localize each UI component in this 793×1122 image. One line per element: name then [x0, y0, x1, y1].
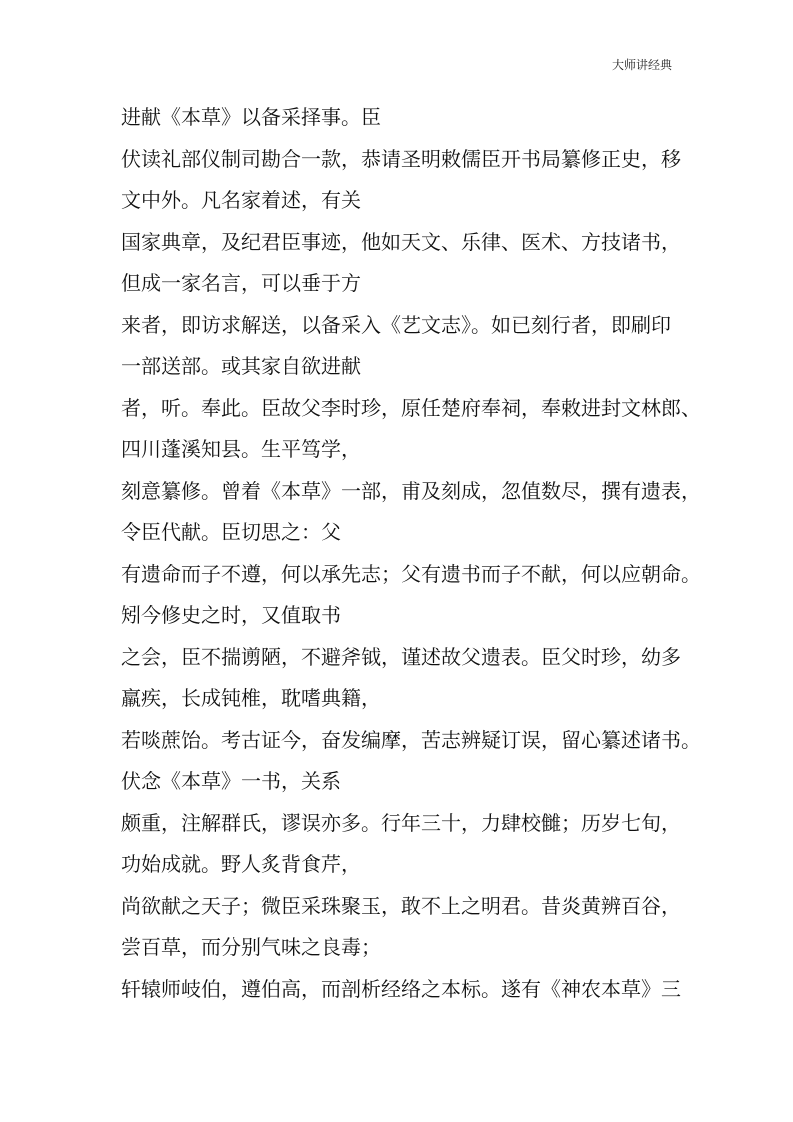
text-line: 国家典章，及纪君臣事迹，他如天文、乐律、医术、方技诸书， — [121, 229, 681, 254]
text-line: 矧今修史之时，又值取书 — [121, 603, 341, 627]
running-header: 大师讲经典 — [611, 58, 672, 72]
text-line: 伏读礼部仪制司勘合一款，恭请圣明敕儒臣开书局纂修正史，移 — [121, 146, 681, 171]
text-line: 颇重，注解群氏，谬误亦多。行年三十，力肆校雠；历岁七旬， — [121, 810, 681, 835]
document-body — [121, 97, 701, 1010]
text-line: 尚欲献之天子；微臣采珠聚玉，敢不上之明君。昔炎黄辨百谷， — [121, 893, 681, 918]
text-line: 四川蓬溪知县。生平笃学， — [121, 437, 361, 461]
text-line: 但成一家名言，可以垂于方 — [121, 271, 361, 295]
text-line: 一部送部。或其家自欲进献 — [121, 354, 361, 378]
text-line: 功始成就。野人炙背食芹， — [121, 852, 361, 876]
text-line: 来者，即访求解送，以备采入《艺文志》。如已刻行者，即刷印 — [121, 312, 671, 337]
text-line: 有遗命而子不遵，何以承先志；父有遗书而子不献，何以应朝命。 — [121, 561, 701, 586]
text-line: 之会，臣不揣谫陋，不避斧钺，谨述故父遗表。臣父时珍，幼多 — [121, 644, 681, 669]
text-line: 羸疾，长成钝椎，耽嗜典籍， — [121, 686, 381, 710]
text-line: 令臣代献。臣切思之：父 — [121, 520, 341, 544]
text-line: 刻意纂修。曾着《本草》一部，甫及刻成，忽值数尽，撰有遗表， — [121, 478, 701, 503]
text-line: 伏念《本草》一书，关系 — [121, 769, 341, 793]
text-line: 轩辕师岐伯，遵伯高，而剖析经络之本标。遂有《神农本草》三 — [121, 976, 681, 1001]
text-line: 进献《本草》以备采择事。臣 — [121, 105, 381, 129]
text-line: 文中外。凡名家着述，有关 — [121, 188, 361, 212]
text-line: 若啖蔗饴。考古证今，奋发编摩，苦志辨疑订误，留心纂述诸书。 — [121, 727, 701, 752]
text-line: 尝百草，而分别气味之良毒； — [121, 935, 381, 959]
text-line: 者，听。奉此。臣故父李时珍，原任楚府奉祠，奉敕进封文林郎、 — [121, 395, 701, 420]
